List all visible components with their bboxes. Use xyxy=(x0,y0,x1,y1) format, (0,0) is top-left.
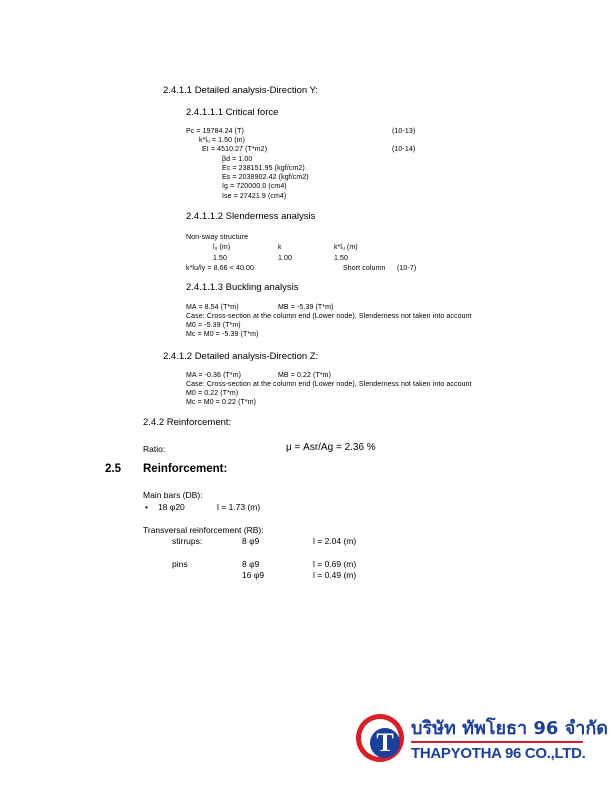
mc-value: Mc = M0 = -5.39 (T*m) xyxy=(186,331,259,338)
pc-value: Pc = 19784.24 (T) xyxy=(186,128,244,135)
col-header-klu: k*lᵤ (m) xyxy=(334,244,358,251)
z-case: Case: Cross-section at the column end (Lower node), Slenderness not taken into account xyxy=(186,381,472,388)
col-header-lu: lᵤ (m) xyxy=(213,244,231,251)
m0-value: M0 = -5.39 (T*m) xyxy=(186,322,241,329)
main-bars-label: Main bars (DB): xyxy=(143,490,203,500)
section-title: Reinforcement: xyxy=(143,463,228,475)
main-bar-length: l = 1.73 (m) xyxy=(217,502,261,512)
subheading-critical-force: 2.4.1.1.1 Critical force xyxy=(186,107,279,118)
ec-value: Ec = 238151.95 (kgf/cm2) xyxy=(222,165,305,172)
z-m0-value: M0 = 0.22 (T*m) xyxy=(186,390,239,397)
pins-label: pins xyxy=(172,559,188,569)
company-name-english: THAPYOTHA 96 CO.,LTD. xyxy=(411,745,586,762)
cell-k: 1.00 xyxy=(278,255,293,262)
z-mb-value: MB = 0.22 (T*m) xyxy=(278,372,332,379)
company-logo xyxy=(356,712,608,768)
stirrups-label: stirrups: xyxy=(172,536,203,546)
ratio-value: μ = Asr/Ag = 2.36 % xyxy=(286,442,376,453)
es-value: Es = 2038902.42 (kgf/cm2) xyxy=(222,174,309,181)
bullet: • xyxy=(145,502,148,512)
mb-value: MB = -5.39 (T*m) xyxy=(278,304,334,311)
pins-length-2: l = 0.49 (m) xyxy=(313,570,357,580)
logo-divider xyxy=(411,741,583,743)
section-number: 2.5 xyxy=(105,463,121,475)
logo-circle-icon xyxy=(356,714,404,762)
ma-value: MA = 8.54 (T*m) xyxy=(186,304,239,311)
ei-value: EI = 4510.27 (T*m2) xyxy=(202,146,268,153)
ei-reference: (10-14) xyxy=(392,146,416,153)
cell-lu: 1.50 xyxy=(213,255,228,262)
logo-letter: T xyxy=(376,728,394,757)
z-mc-value: Mc = M0 = 0.22 (T*m) xyxy=(186,399,257,406)
subheading-slenderness: 2.4.1.1.2 Slenderness analysis xyxy=(186,211,316,222)
transversal-label: Transversal reinforcement (RB): xyxy=(143,525,264,535)
z-ma-value: MA = -0.36 (T*m) xyxy=(186,372,242,379)
pins-length-1: l = 0.69 (m) xyxy=(313,559,357,569)
slenderness-result: Short column xyxy=(343,265,386,272)
ig-value: Ig = 720000.0 (cm4) xyxy=(222,183,287,190)
structure-type: Non-sway structure xyxy=(186,234,249,241)
pc-reference: (10-13) xyxy=(392,128,416,135)
slenderness-reference: (10-7) xyxy=(397,265,417,272)
beta-d-value: βd = 1.00 xyxy=(222,156,253,163)
cell-klu: 1.50 xyxy=(334,255,349,262)
pins-quantity-2: 16 φ9 xyxy=(242,570,265,580)
ise-value: Ise = 27421.9 (cm4) xyxy=(222,193,287,200)
pins-quantity-1: 8 φ9 xyxy=(242,559,260,569)
slenderness-ratio: k*lu/ly = 8.66 < 40.00 xyxy=(186,265,254,272)
section-heading-direction-z: 2.4.1.2 Detailed analysis-Direction Z: xyxy=(163,351,319,362)
section-heading-direction-y: 2.4.1.1 Detailed analysis-Direction Y: xyxy=(163,85,319,96)
company-name-thai: บริษัท ทัพโยธา 96 จำกัด xyxy=(411,718,608,739)
stirrups-length: l = 2.04 (m) xyxy=(313,536,357,546)
main-bar-quantity: 18 φ20 xyxy=(158,502,185,512)
buckling-case: Case: Cross-section at the column end (Lower node), Slenderness not taken into account xyxy=(186,313,472,320)
reinforcement-subheading: 2.4.2 Reinforcement: xyxy=(143,417,232,428)
klu-value: k*lᵤ = 1.50 (m) xyxy=(199,137,245,144)
ratio-label: Ratio: xyxy=(143,444,166,454)
stirrups-quantity: 8 φ9 xyxy=(242,536,260,546)
subheading-buckling: 2.4.1.1.3 Buckling analysis xyxy=(186,282,299,293)
col-header-k: k xyxy=(278,244,282,251)
